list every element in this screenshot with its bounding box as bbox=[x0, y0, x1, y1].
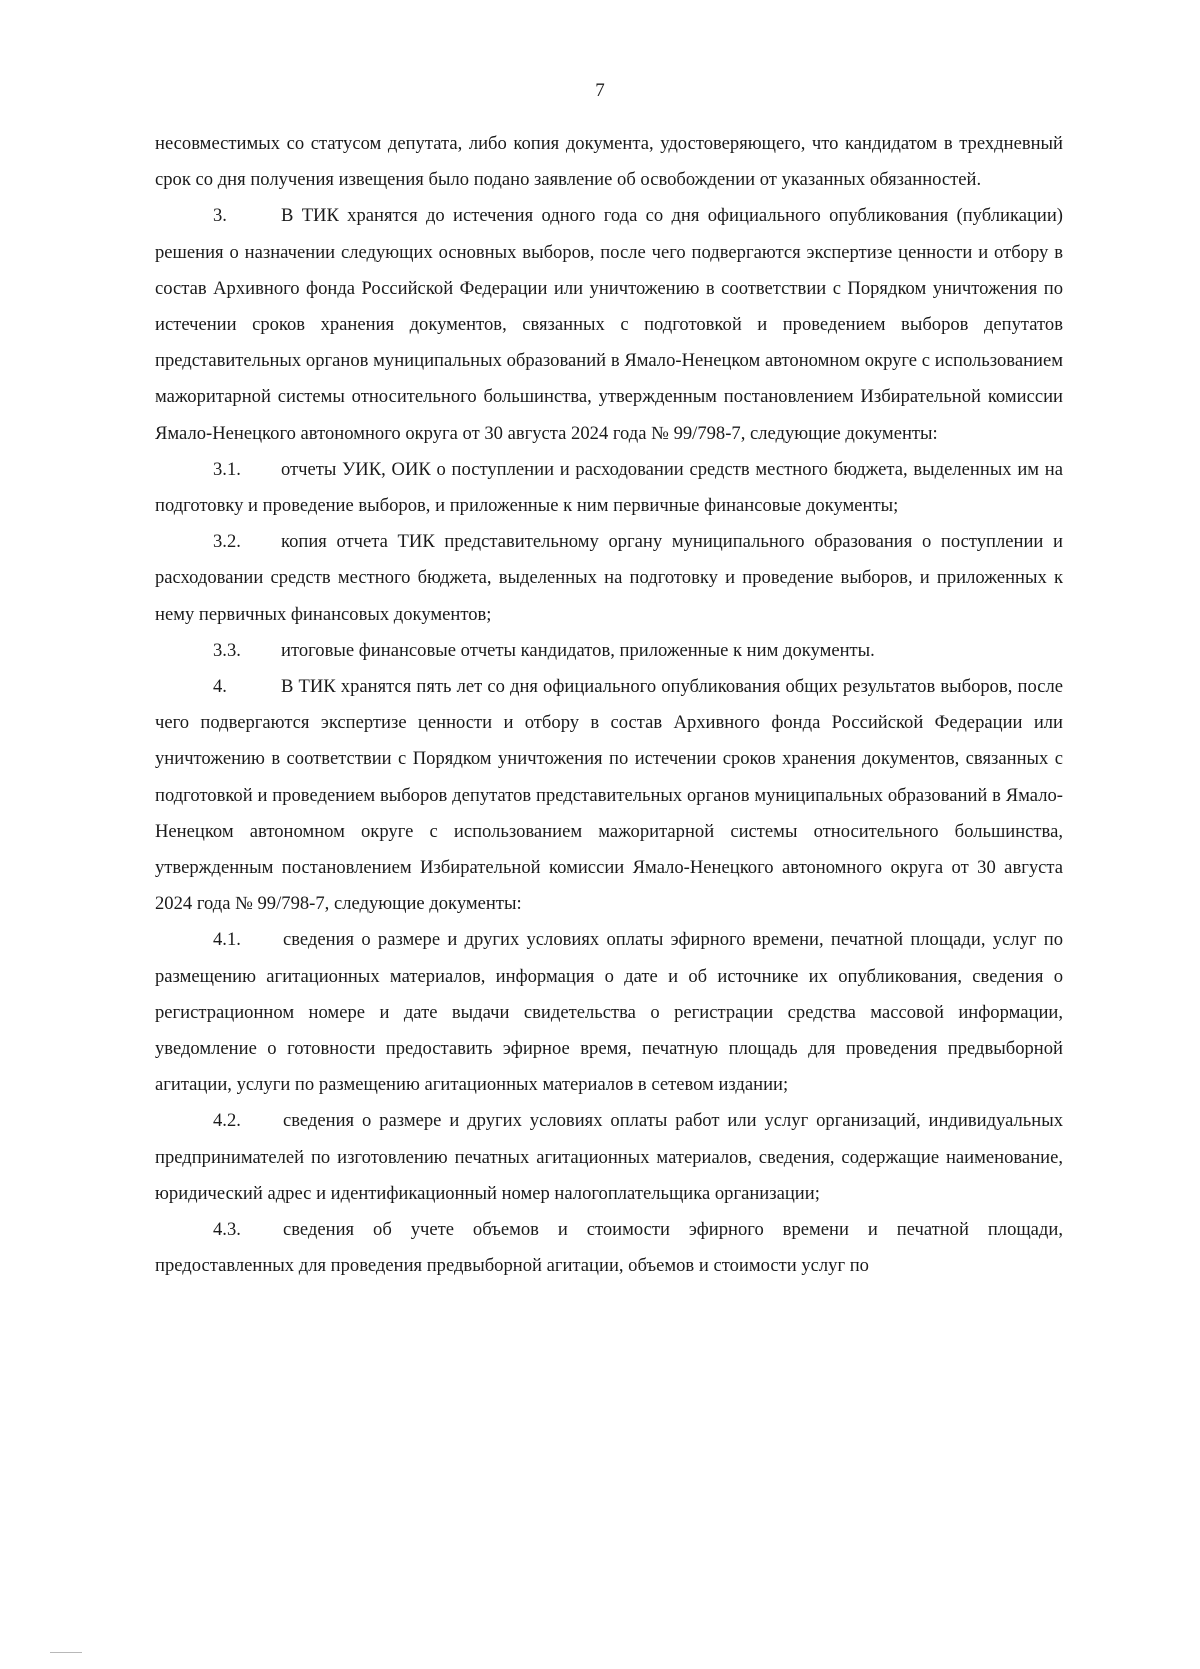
paragraph-text: несовместимых со статусом депутата, либо копия документа, удостоверяющего, что кандидатом в трехдневный срок со дня получения извещения было подано заявление об освобождении от указанных обязанностей. bbox=[155, 133, 1063, 191]
item-number: 3.3. bbox=[213, 639, 241, 661]
paragraph-text: отчеты УИК, ОИК о поступлении и расходовании средств местного бюджета, выделенных им на подготовку и проведение выборов, и приложенные к ним первичные финансовые документы; bbox=[155, 458, 1063, 517]
scan-edge-mark bbox=[50, 1652, 82, 1653]
paragraph-item-4-3 bbox=[155, 1212, 1063, 1284]
paragraph-item-4 bbox=[155, 669, 1063, 922]
paragraph-continuation bbox=[155, 126, 1063, 198]
item-number: 4.1. bbox=[213, 929, 241, 951]
paragraph-text: сведения о размере и других условиях оплаты работ или услуг организаций, индивидуальных предпринимателей по изготовлению печатных агитационных материалов, сведения, содержащие наименование, юридический адрес и идентификационный номер налогоплательщика организации; bbox=[155, 1110, 1063, 1204]
page-number: 7 bbox=[595, 80, 605, 101]
item-number: 3. bbox=[213, 205, 227, 227]
paragraph-text: В ТИК хранятся до истечения одного года со дня официального опубликования (публикации) решения о назначении следующих основных выборов, после чего подвергаются экспертизе ценности и отбору в состав Архивного фонда Российской Федерации или уничтожению в соответствии с Порядком уничтожения по истечении сроков хранения документов, связанных с подготовкой и проведением выборов депутатов представительных органов муниципальных образований в Ямало-Ненецком автономном округе с использованием мажоритарной системы относительного большинства, утвержденным постановлением Избирательной комиссии Ямало-Ненецкого автономного округа от 30 августа 2024 года № 99/798-7, следующие документы: bbox=[155, 205, 1063, 444]
paragraph-item-4-1 bbox=[155, 922, 1063, 1103]
paragraph-item-4-2 bbox=[155, 1103, 1063, 1212]
paragraph-item-3 bbox=[155, 198, 1063, 451]
paragraph-text: итоговые финансовые отчеты кандидатов, приложенные к ним документы. bbox=[281, 639, 875, 661]
paragraph-text: В ТИК хранятся пять лет со дня официального опубликования общих результатов выборов, после чего подвергаются экспертизе ценности и отбору в состав Архивного фонда Российской Федерации или уничтожению в соответствии с Порядком уничтожения по истечении сроков хранения документов, связанных с подготовкой и проведением выборов депутатов представительных органов муниципальных образований в Ямало-Ненецком автономном округе с использованием мажоритарной системы относительного большинства, утвержденным постановлением Избирательной комиссии Ямало-Ненецкого автономного округа от 30 августа 2024 года № 99/798-7, следующие документы: bbox=[155, 676, 1063, 915]
paragraph-text: сведения об учете объемов и стоимости эфирного времени и печатной площади, предоставленных для проведения предвыборной агитации, объемов и стоимости услуг по bbox=[155, 1219, 1063, 1277]
document-body bbox=[155, 126, 1063, 1285]
paragraph-item-3-2 bbox=[155, 524, 1063, 633]
item-number: 4.3. bbox=[213, 1219, 241, 1241]
paragraph-item-3-3 bbox=[155, 633, 1063, 669]
item-number: 4.2. bbox=[213, 1110, 241, 1132]
item-number: 3.2. bbox=[213, 531, 241, 553]
paragraph-text: копия отчета ТИК представительному органу муниципального образования о поступлении и расходовании средств местного бюджета, выделенных на подготовку и проведение выборов, и приложенных к нему первичных финансовых документов; bbox=[155, 531, 1063, 625]
item-number: 4. bbox=[213, 676, 227, 698]
paragraph-item-3-1 bbox=[155, 452, 1063, 524]
item-number: 3.1. bbox=[213, 458, 241, 480]
paragraph-text: сведения о размере и других условиях оплаты эфирного времени, печатной площади, услуг по размещению агитационных материалов, информация о дате и об источнике их опубликования, сведения о регистрационном номере и дате выдачи свидетельства о регистрации средства массовой информации, уведомление о готовности предоставить эфирное время, печатную площадь для проведения предвыборной агитации, услуги по размещению агитационных материалов в сетевом издании; bbox=[155, 929, 1063, 1096]
